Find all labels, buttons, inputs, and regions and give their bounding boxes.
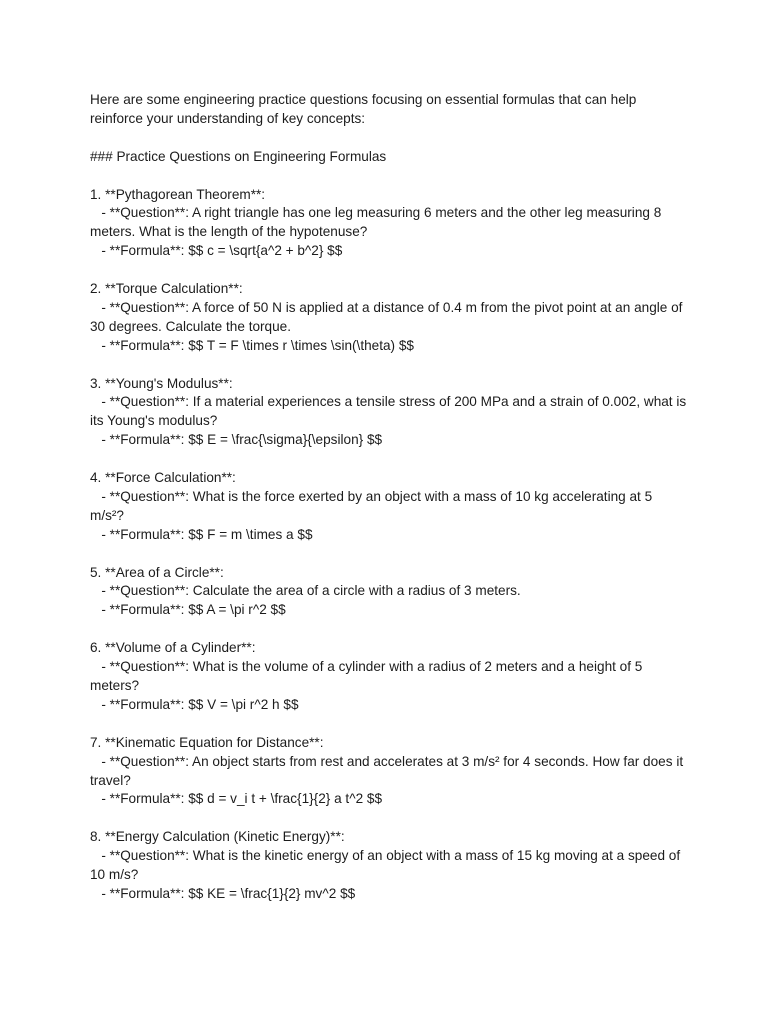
question-text: - **Question**: If a material experiences a tensile stress of 200 MPa and a strain of 0.002, what is its Young's modulus? — [90, 394, 690, 429]
question-title: 7. **Kinematic Equation for Distance**: — [90, 734, 324, 750]
question-title: 6. **Volume of a Cylinder**: — [90, 640, 256, 656]
formula-text: - **Formula**: $$ A = \pi r^2 $$ — [90, 602, 286, 618]
question-title: 2. **Torque Calculation**: — [90, 281, 243, 297]
question-item — [90, 564, 688, 621]
question-title: 8. **Energy Calculation (Kinetic Energy)**: — [90, 829, 345, 845]
formula-text: - **Formula**: $$ E = \frac{\sigma}{\epsilon} $$ — [90, 432, 383, 448]
formula-text: - **Formula**: $$ V = \pi r^2 h $$ — [90, 696, 299, 712]
question-item — [90, 828, 688, 904]
question-text: - **Question**: A force of 50 N is applied at a distance of 0.4 m from the pivot point at an angle of 30 degrees. Calculate the torque. — [90, 299, 687, 334]
question-text: - **Question**: An object starts from rest and accelerates at 3 m/s² for 4 seconds. How far does it travel? — [90, 753, 687, 788]
formula-text: - **Formula**: $$ KE = \frac{1}{2} mv^2 $$ — [90, 885, 356, 901]
document-page — [90, 91, 688, 923]
question-text: - **Question**: What is the kinetic energy of an object with a mass of 15 kg moving at a speed of 10 m/s? — [90, 848, 684, 883]
question-item — [90, 186, 688, 262]
question-item — [90, 469, 688, 545]
formula-text: - **Formula**: $$ d = v_i t + \frac{1}{2} a t^2 $$ — [90, 791, 383, 807]
section-heading: ### Practice Questions on Engineering Formulas — [90, 148, 387, 164]
question-item — [90, 639, 688, 715]
question-text: - **Question**: What is the force exerted by an object with a mass of 10 kg accelerating at 5 m/s²? — [90, 488, 656, 523]
question-text: - **Question**: What is the volume of a cylinder with a radius of 2 meters and a height of 5 meters? — [90, 659, 647, 693]
formula-text: - **Formula**: $$ F = m \times a $$ — [90, 526, 313, 542]
question-title: 3. **Young's Modulus**: — [90, 375, 233, 391]
intro-paragraph: Here are some engineering practice questions focusing on essential formulas that can help reinforce your understanding of key concepts: — [90, 92, 641, 126]
question-item — [90, 734, 688, 810]
question-item — [90, 280, 688, 356]
formula-text: - **Formula**: $$ T = F \times r \times \sin(\theta) $$ — [90, 337, 414, 353]
question-item — [90, 375, 688, 451]
question-title: 5. **Area of a Circle**: — [90, 564, 224, 580]
question-text: - **Question**: Calculate the area of a circle with a radius of 3 meters. — [90, 583, 521, 599]
question-title: 4. **Force Calculation**: — [90, 470, 236, 486]
question-title: 1. **Pythagorean Theorem**: — [90, 186, 266, 202]
question-text: - **Question**: A right triangle has one leg measuring 6 meters and the other leg measuring 8 meters. What is the length of the hypotenuse? — [90, 205, 666, 240]
formula-text: - **Formula**: $$ c = \sqrt{a^2 + b^2} $$ — [90, 243, 343, 259]
